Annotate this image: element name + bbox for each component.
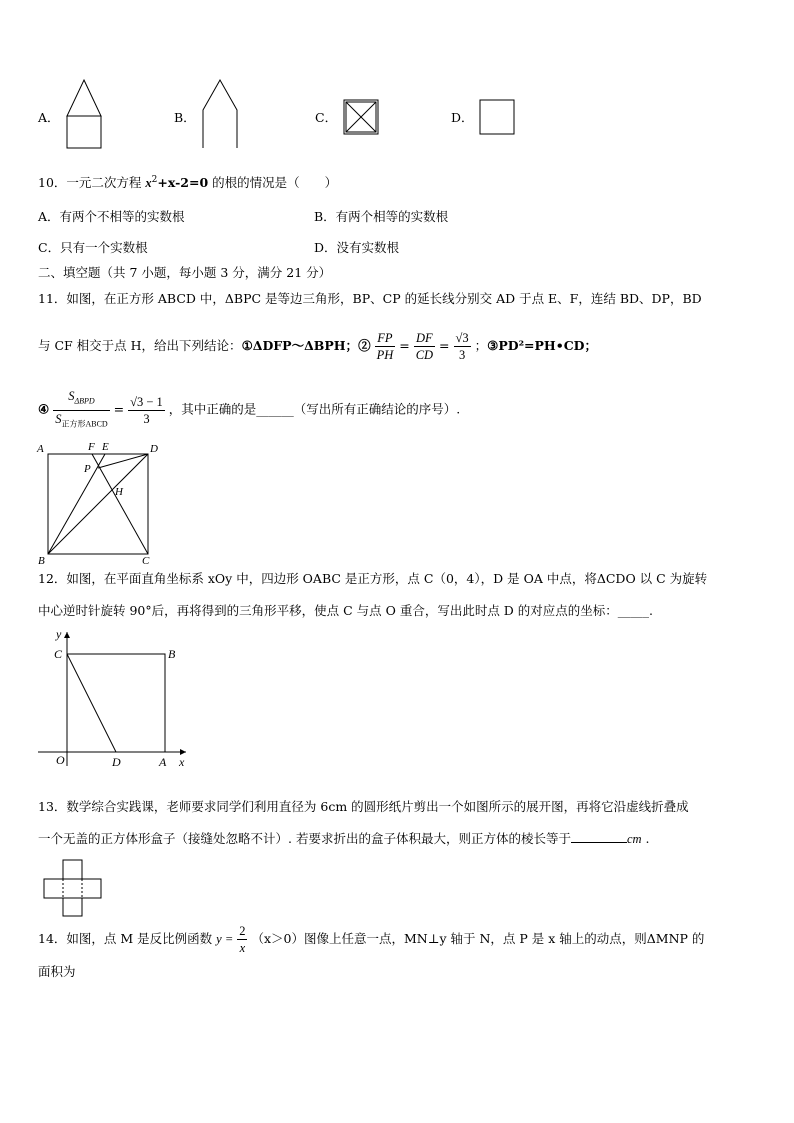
q9-option-a-label: A．	[38, 110, 60, 125]
q10-option-b: B．有两个相等的实数根	[314, 209, 449, 224]
q12-label-O: O	[56, 753, 65, 767]
q9-figure-d	[478, 98, 516, 136]
q10-stem: 10．一元二次方程 $x^2+x-2=0$ 的根的情况是（ ）	[38, 175, 338, 191]
q12-line2: 中心逆时针旋转 90°后，再将得到的三角形平移，使点 C 与点 O 重合，写出此时点 D 的对应点的坐标：_____.	[38, 603, 654, 618]
q14-line1: 14．如图，点 M 是反比例函数 y = $\frac{2}{x}$ （x＞0）图像上任意一点，MN⊥y 轴于 N，点 P 是 x 轴上的动点，则ΔMNP 的	[38, 924, 705, 955]
q12-label-C: C	[54, 647, 63, 661]
q11-label-H: H	[115, 486, 123, 498]
q11-frac-area-ratio: $\frac{S_{\Delta BPD}}{S_{正方形ABCD}}$	[55, 389, 108, 428]
q12-label-x: x	[179, 755, 185, 769]
q13-net-figure	[42, 858, 104, 918]
q11-line1: 11．如图，在正方形 ABCD 中，ΔBPC 是等边三角形，BP、CP 的延长线分别交 AD 于点 E、F，连结 BD、DP，BD	[38, 291, 702, 306]
q9-option-d-label: D．	[451, 110, 474, 125]
q11-frac-fp-ph: $\frac{FP}{PH}$	[376, 331, 394, 362]
q9-option-c-label: C．	[315, 110, 338, 125]
q12-figure	[36, 626, 196, 771]
q11-label-E: E	[102, 441, 109, 453]
q14-frac: $\frac{2}{x}$	[239, 924, 246, 955]
q10-option-c: C．只有一个实数根	[38, 240, 148, 255]
q13-line1: 13．数学综合实践课，老师要求同学们利用直径为 6cm 的圆形纸片剪出一个如图所示的展开图，再将它沿虚线折叠成	[38, 799, 689, 814]
q9-figure-a	[64, 78, 104, 150]
q11-label-A: A	[37, 443, 44, 455]
q10-option-a: A．有两个不相等的实数根	[38, 209, 185, 224]
q12-label-D: D	[112, 755, 121, 769]
q11-frac-df-cd: $\frac{DF}{CD}$	[415, 331, 434, 362]
q11-frac-rhs: $\frac{√3 - 1}{3}$	[130, 394, 163, 426]
q11-label-D: D	[150, 443, 158, 455]
q12-label-y: y	[56, 627, 62, 641]
q11-label-C: C	[142, 555, 150, 567]
q13-line2: 一个无盖的正方体形盒子（接缝处忽略不计）. 若要求折出的盒子体积最大，则正方体的棱长等于 cm .	[38, 831, 650, 846]
q11-label-P: P	[84, 463, 91, 475]
q11-frac-sqrt3-3: $\frac{√3}{3}$	[455, 331, 469, 362]
q11-label-B: B	[38, 555, 45, 567]
q12-label-B: B	[168, 647, 176, 661]
q11-label-F: F	[88, 441, 95, 453]
q11-line2: 与 CF 相交于点 H，给出下列结论：①ΔDFP～ΔBPH；② $\frac{FP}{PH}$ = $\frac{DF}{CD}$ = $\frac{√3}{3}$ ；③PD²=PH•CD；	[38, 331, 598, 362]
q9-figure-c	[342, 98, 380, 136]
q14-line2: 面积为	[38, 964, 76, 979]
q10-option-d: D．没有实数根	[314, 240, 400, 255]
q11-line3: ④ $\frac{S_{\Delta BPD}}{S_{正方形ABCD}}$ = $\frac{√3 - 1}{3}$ ，其中正确的是______（写出所有正确结论的序号）.	[38, 388, 460, 428]
q9-figure-b	[200, 78, 240, 150]
q11-figure	[36, 438, 166, 568]
q12-line1: 12．如图，在平面直角坐标系 xOy 中，四边形 OABC 是正方形，点 C（0，4），D 是 OA 中点，将ΔCDO 以 C 为旋转	[38, 571, 708, 586]
q12-label-A: A	[159, 755, 167, 769]
q9-option-b-label: B．	[174, 110, 196, 125]
section-title: 二、填空题（共 7 小题，每小题 3 分，满分 21 分）	[38, 265, 332, 280]
